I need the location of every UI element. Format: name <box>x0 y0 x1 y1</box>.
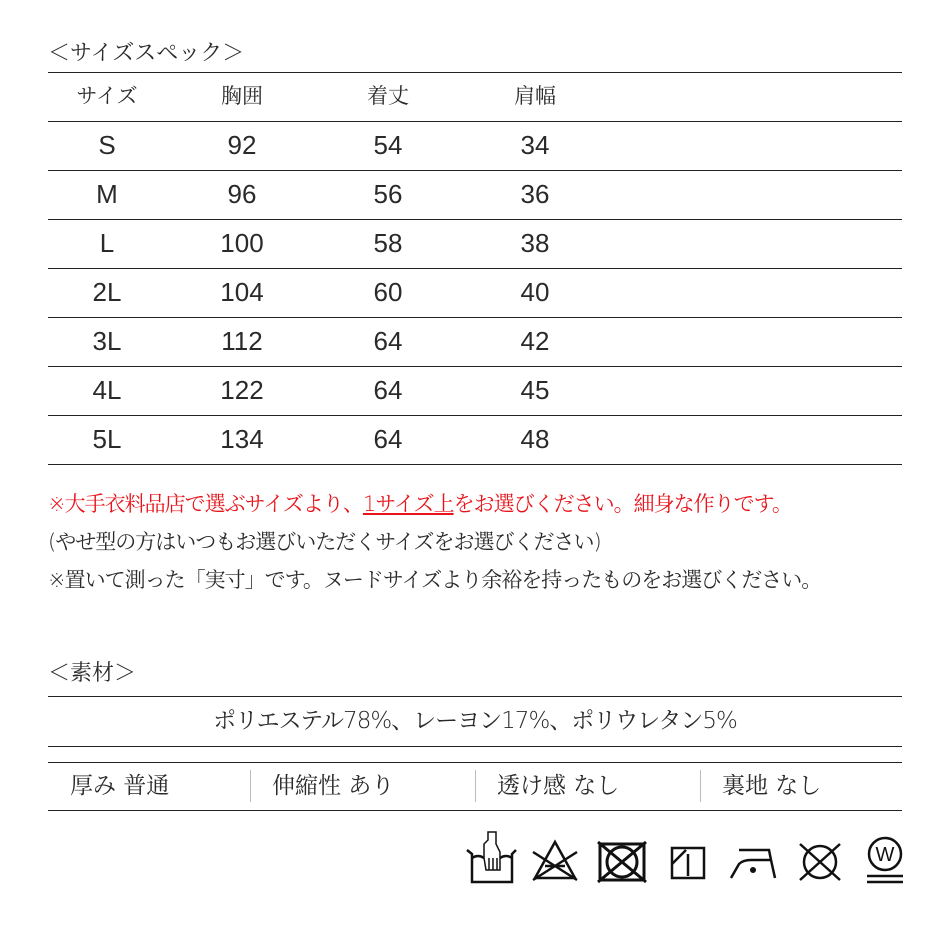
table-row <box>48 317 902 366</box>
svg-text:W: W <box>875 844 895 866</box>
table-row <box>48 415 902 464</box>
cell-shoulder: 40 <box>520 277 550 307</box>
no-bleach-icon <box>527 830 583 888</box>
cell-size: 3L <box>92 326 122 356</box>
size-spec-title: ＜サイズスペック＞ <box>48 41 245 66</box>
note-red-suffix: をお選びください。細身な作りです。 <box>453 492 792 516</box>
cell-chest: 112 <box>221 326 263 356</box>
cell-size: 5L <box>92 424 122 454</box>
cell-length: 54 <box>373 130 403 160</box>
cell-chest: 100 <box>220 228 264 258</box>
cell-size: 4L <box>92 375 122 405</box>
cell-chest: 134 <box>220 424 264 454</box>
line-dry-shade-icon <box>660 830 716 888</box>
material-title: ＜素材＞ <box>48 661 137 686</box>
property-lining: 裏地 なし <box>722 773 822 799</box>
cell-length: 58 <box>373 228 403 258</box>
cell-shoulder: 42 <box>520 326 550 356</box>
cell-shoulder: 48 <box>520 424 550 454</box>
material-composition: ポリエステル78%、レーヨン17%、ポリウレタン5% <box>213 708 737 734</box>
cell-chest: 104 <box>220 277 264 307</box>
iron-low-icon <box>727 830 783 888</box>
cell-length: 64 <box>373 424 403 454</box>
header-size: サイズ <box>76 84 138 108</box>
divider <box>48 810 902 811</box>
note-red <box>48 488 792 518</box>
table-header <box>48 72 902 121</box>
divider <box>48 464 902 465</box>
divider <box>48 746 902 747</box>
header-length: 着丈 <box>367 84 409 108</box>
cell-shoulder: 36 <box>520 179 550 209</box>
property-stretch: 伸縮性 あり <box>272 773 395 799</box>
cell-chest: 92 <box>227 130 257 160</box>
cell-length: 56 <box>373 179 403 209</box>
cell-length: 64 <box>373 326 403 356</box>
note-red-underlined: 1サイズ上 <box>362 492 454 516</box>
cell-shoulder: 38 <box>520 228 550 258</box>
cell-shoulder: 34 <box>520 130 550 160</box>
cell-size: L <box>99 228 115 258</box>
cell-chest: 96 <box>227 179 257 209</box>
hand-wash-icon <box>464 830 520 888</box>
table-row <box>48 121 902 170</box>
no-tumble-dry-icon <box>594 830 650 888</box>
note-red-prefix: ※大手衣料品店で選ぶサイズより、 <box>48 492 363 516</box>
cell-size: 2L <box>92 277 122 307</box>
cell-size: M <box>96 179 118 209</box>
property-thickness: 厚み 普通 <box>70 773 170 799</box>
cell-shoulder: 45 <box>520 375 550 405</box>
header-chest: 胸囲 <box>221 84 263 108</box>
cell-length: 60 <box>373 277 403 307</box>
note-line3: ※置いて測った「実寸」です。ヌードサイズより余裕を持ったものをお選びください。 <box>48 568 822 592</box>
cell-chest: 122 <box>220 375 264 405</box>
table-row <box>48 268 902 317</box>
table-row <box>48 170 902 219</box>
no-dry-clean-icon <box>792 830 848 888</box>
property-sheerness: 透け感 なし <box>497 773 620 799</box>
cell-size: S <box>98 130 116 160</box>
table-row <box>48 219 902 268</box>
note-line2: (やせ型の方はいつもお選びいただくサイズをお選びください) <box>48 530 601 554</box>
cell-length: 64 <box>373 375 403 405</box>
table-row <box>48 366 902 415</box>
wet-clean-gentle-icon <box>857 830 913 888</box>
header-shoulder: 肩幅 <box>514 84 556 108</box>
